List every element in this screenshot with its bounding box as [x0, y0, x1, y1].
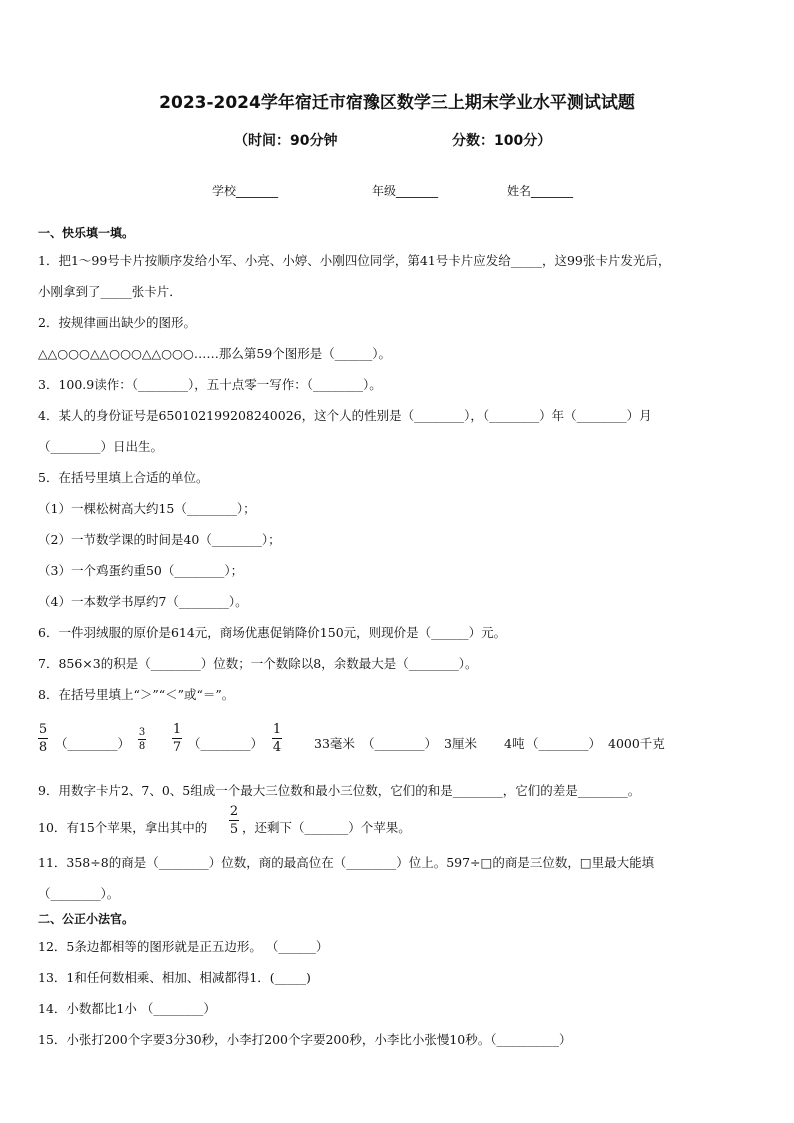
question-11-line-1: 11．358÷8的商是（________）位数，商的最高位在（________）位上。597÷□的商是三位数，□里最大能填 — [38, 855, 655, 870]
fraction-1-4 — [272, 722, 282, 755]
fraction-numerator: 2 — [229, 804, 239, 819]
compare-blank-3: （________） — [362, 736, 438, 751]
fraction-2-5 — [229, 804, 239, 837]
compare-blank-1: （________） — [55, 736, 131, 751]
fraction-denominator: 7 — [172, 740, 182, 755]
fraction-5-8 — [38, 722, 48, 755]
fraction-bar — [229, 820, 239, 821]
question-13: 13．1和任何数相乘、相加、相减都得1．(_____) — [38, 970, 311, 985]
fraction-numerator: 1 — [172, 722, 182, 737]
fraction-numerator: 3 — [138, 727, 146, 738]
name-field: 姓名_______ — [507, 184, 574, 198]
question-5-1: （1）一棵松树高大约15（________）； — [38, 501, 256, 516]
fraction-bar — [38, 738, 48, 739]
fraction-denominator: 8 — [138, 741, 146, 752]
question-5: 5．在括号里填上合适的单位。 — [38, 470, 209, 485]
question-7: 7．856×3的积是（________）位数；一个数除以8，余数最大是（________）。 — [38, 656, 478, 671]
question-11-line-2: （________）。 — [38, 886, 120, 901]
fraction-denominator: 4 — [272, 740, 282, 755]
exam-title: 2023-2024学年宿迁市宿豫区数学三上期末学业水平测试试题 — [159, 93, 635, 113]
fraction-3-8 — [138, 727, 146, 752]
fraction-denominator: 5 — [229, 822, 239, 837]
question-4-line-2: （________）日出生。 — [38, 439, 164, 454]
question-5-2: （2）一节数学课的时间是40（________）； — [38, 532, 281, 547]
question-1-line-2: 小刚拿到了_____张卡片． — [38, 284, 182, 299]
compare-blank-2: （________） — [188, 736, 264, 751]
fraction-numerator: 5 — [38, 722, 48, 737]
fraction-1-7 — [172, 722, 182, 755]
section-2-heading: 二、公正小法官。 — [38, 912, 135, 926]
question-5-4: （4）一本数学书厚约7（________）。 — [38, 594, 248, 609]
compare-3cm: 3厘米 — [444, 736, 477, 751]
fraction-denominator: 8 — [38, 740, 48, 755]
fraction-numerator: 1 — [272, 722, 282, 737]
exam-time: （时间：90分钟 — [234, 133, 338, 149]
compare-33mm: 33毫米 — [314, 736, 355, 751]
question-2-line-1: 2．按规律画出缺少的图形。 — [38, 315, 196, 330]
compare-4t: 4吨 — [504, 736, 525, 751]
section-1-heading: 一、快乐填一填。 — [38, 226, 135, 240]
fraction-bar — [138, 739, 146, 740]
question-14: 14．小数都比1小 （________） — [38, 1001, 216, 1016]
fraction-bar — [272, 738, 282, 739]
exam-score: 分数：100分） — [452, 133, 552, 149]
question-2-line-2: △△○○○△△○○○△△○○○……那么第59个图形是（______）。 — [38, 346, 391, 361]
school-field: 学校_______ — [212, 184, 279, 198]
question-15: 15．小张打200个字要3分30秒，小李打200个字要200秒，小李比小张慢10秒。（__________） — [38, 1032, 572, 1047]
question-9: 9．用数字卡片2、7、0、5组成一个最大三位数和最小三位数，它们的和是________，它们的差是________。 — [38, 783, 641, 798]
question-12: 12．5条边都相等的图形就是正五边形。 （______） — [38, 939, 329, 954]
question-4-line-1: 4．某人的身份证号是650102199208240026，这个人的性别是（________），（________）年（________）月 — [38, 408, 652, 423]
question-5-3: （3）一个鸡蛋约重50（________）； — [38, 563, 244, 578]
question-3: 3．100.9读作：（________），五十点零一写作：（________）。 — [38, 377, 382, 392]
fraction-bar — [172, 738, 182, 739]
grade-field: 年级_______ — [372, 184, 439, 198]
question-1-line-1: 1．把1～99号卡片按顺序发给小军、小亮、小婷、小刚四位同学，第41号卡片应发给_____，这99张卡片发光后， — [38, 253, 671, 268]
question-10-post: ，还剩下（_______）个苹果。 — [242, 820, 411, 835]
question-10-pre: 10．有15个苹果，拿出其中的 — [38, 820, 208, 835]
compare-blank-4: （________） — [526, 736, 602, 751]
question-8: 8．在括号里填上“＞”“＜”或“＝”。 — [38, 687, 235, 702]
compare-4000kg: 4000千克 — [608, 736, 665, 751]
question-6: 6．一件羽绒服的原价是614元，商场优惠促销降价150元，则现价是（______）元。 — [38, 625, 507, 640]
